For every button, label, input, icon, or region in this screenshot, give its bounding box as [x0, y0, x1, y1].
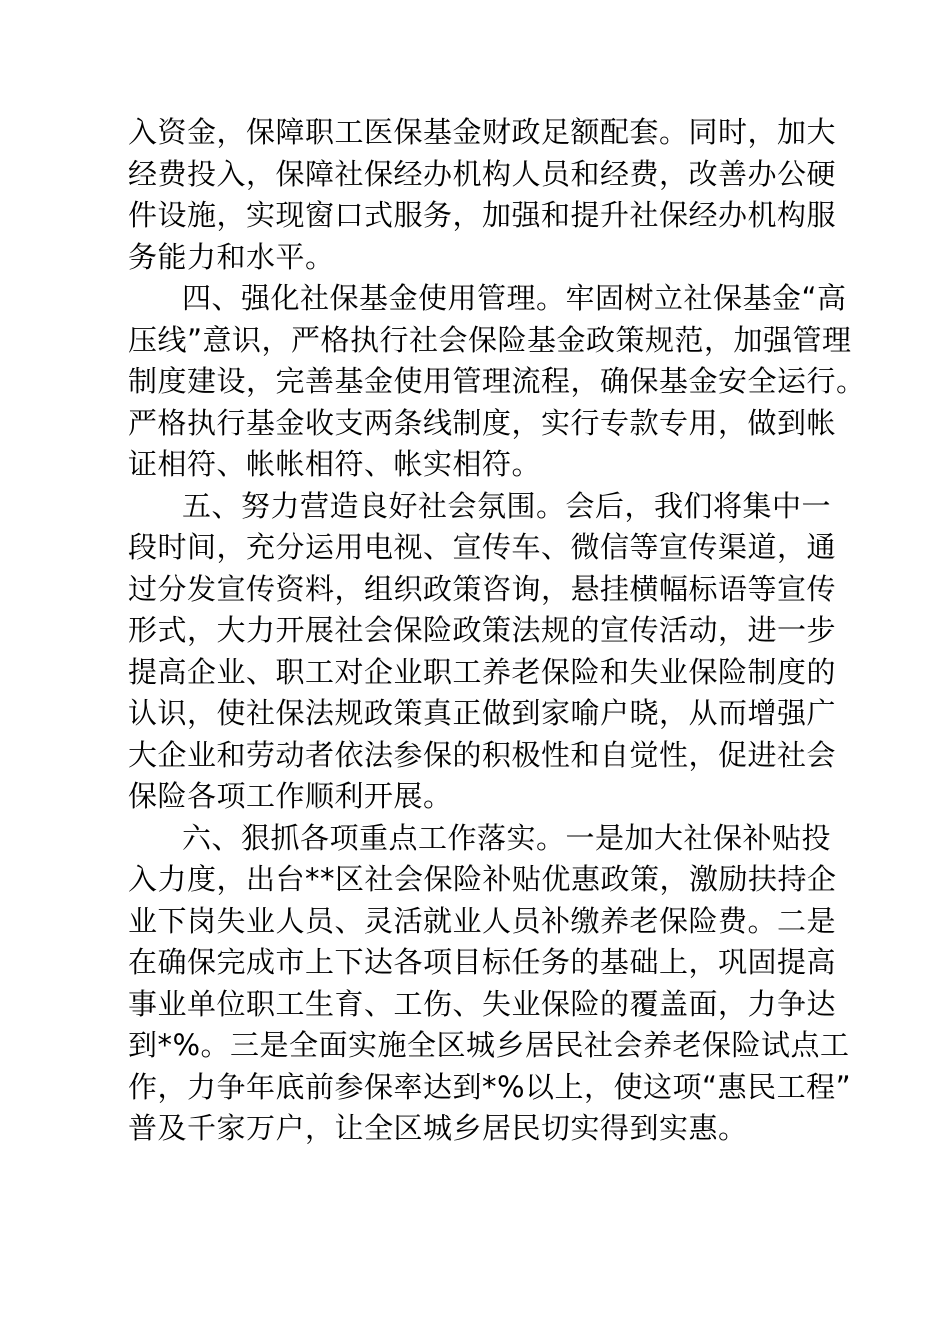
text-line: 四、强化社保基金使用管理。牢固树立社保基金“高 [182, 281, 847, 315]
text-line: 五、努力营造良好社会氛围。会后，我们将集中一 [182, 488, 832, 523]
paragraph-five [128, 486, 838, 818]
text-line: 制度建设，完善基金使用管理流程，确保基金安全运行。 [128, 364, 866, 398]
paragraph-six [128, 818, 852, 1150]
text-line: 提高企业、职工对企业职工养老保险和失业保险制度的 [128, 654, 837, 689]
text-line: 六、狠抓各项重点工作落实。一是加大社保补贴投 [182, 820, 832, 855]
text-line: 严格执行基金收支两条线制度，实行专款专用，做到帐 [128, 405, 837, 440]
text-line: 到*%。三是全面实施全区城乡居民社会养老保险试点工 [128, 1028, 850, 1062]
text-line: 经费投入，保障社保经办机构人员和经费，改善办公硬 [128, 156, 837, 191]
text-line: 证相符、帐帐相符、帐实相符。 [128, 447, 542, 481]
text-line: 过分发宣传资料，组织政策咨询，悬挂横幅标语等宣传 [128, 571, 837, 606]
text-line: 件设施，实现窗口式服务，加强和提升社保经办机构服 [128, 198, 837, 232]
text-line: 段时间，充分运用电视、宣传车、微信等宣传渠道，通 [128, 530, 837, 564]
text-line: 形式，大力开展社会保险政策法规的宣传活动，进一步 [128, 613, 837, 647]
document-body [128, 112, 866, 1150]
paragraph-four [128, 278, 866, 486]
text-line: 认识，使社保法规政策真正做到家喻户晓，从而增强广 [128, 696, 837, 730]
text-line: 入力度，出台**区社会保险补贴优惠政策，激励扶持企 [128, 862, 837, 896]
text-line: 普及千家万户，让全区城乡居民切实得到实惠。 [128, 1111, 748, 1145]
text-line: 业下岗失业人员、灵活就业人员补缴养老保险费。二是 [128, 903, 837, 938]
text-line: 保险各项工作顺利开展。 [128, 779, 453, 813]
text-line: 作，力争年底前参保率达到*%以上，使这项“惠民工程” [128, 1069, 852, 1104]
text-line: 务能力和水平。 [128, 239, 335, 274]
paragraph-continued [128, 112, 838, 278]
text-line: 入资金，保障职工医保基金财政足额配套。同时，加大 [128, 115, 837, 149]
text-line: 大企业和劳动者依法参保的积极性和自觉性，促进社会 [128, 737, 837, 772]
text-line: 事业单位职工生育、工伤、失业保险的覆盖面，力争达 [128, 986, 837, 1021]
text-line: 在确保完成市上下达各项目标任务的基础上，巩固提高 [128, 945, 837, 979]
text-line: 压线”意识，严格执行社会保险基金政策规范，加强管理 [128, 322, 852, 357]
